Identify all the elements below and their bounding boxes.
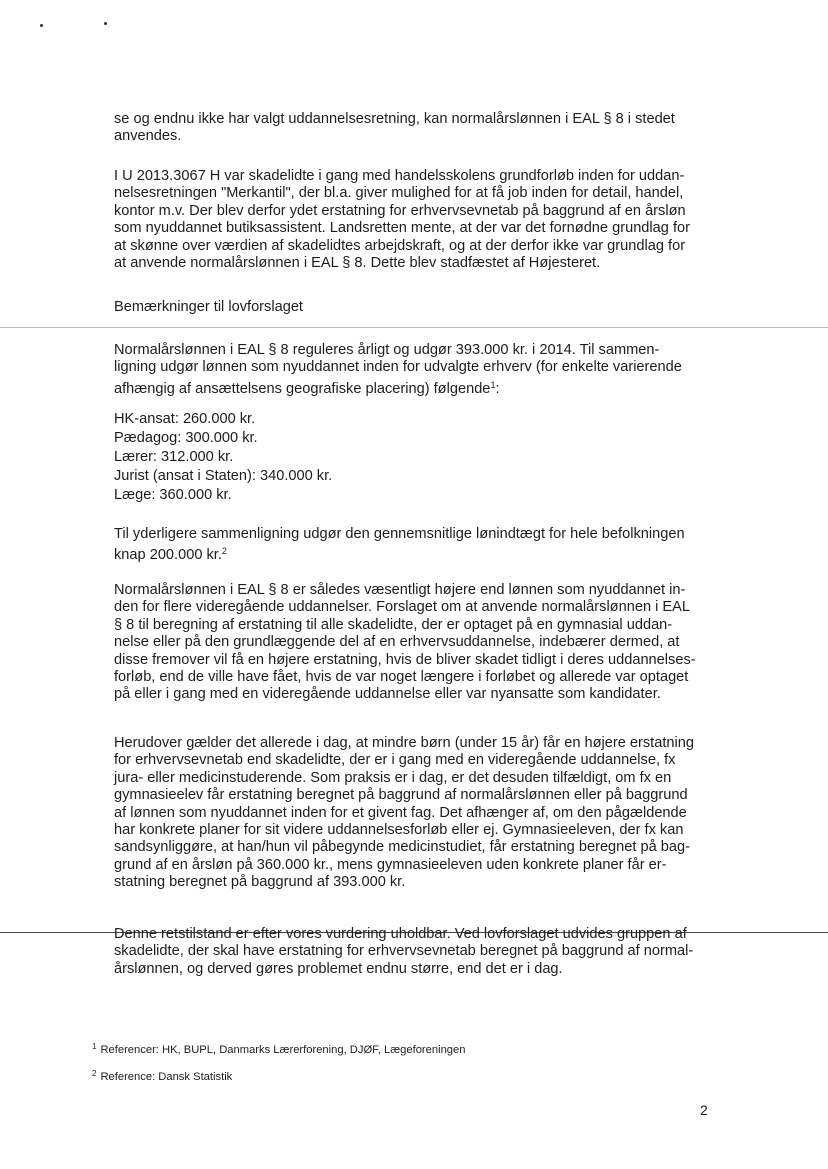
text-line: nelsesretningen "Merkantil", der bl.a. giver mulighed for at få job inden for detail, handel, — [114, 185, 684, 202]
footnote-reference: 2 — [221, 546, 227, 557]
footnotes — [92, 1040, 732, 1094]
list-item: Pædagog: 300.000 kr. — [114, 430, 258, 446]
text-line: gymnasieelev får erstatning beregnet på baggrund af normalårslønnen eller på baggrund — [114, 787, 688, 804]
scan-artifact-dot — [40, 24, 43, 27]
text-line: grund af en årsløn på 360.000 kr., mens gymnasieeleven uden konkrete planer får er- — [114, 856, 667, 873]
paragraph-average — [114, 526, 742, 565]
page-number: 2 — [700, 1102, 708, 1118]
footnote-text: Reference: Dansk Statistik — [100, 1071, 233, 1083]
text-line: knap 200.000 kr.$^2$ — [114, 546, 227, 564]
footnote-number: 1 — [92, 1042, 97, 1051]
text-line: jura- eller medicinstuderende. Som praksis er i dag, er det desuden tilfældigt, om fx en — [114, 769, 672, 786]
text-line: sandsynliggøre, at han/hun vil påbegynde medicinstudiet, får erstatning beregnet på bag- — [114, 839, 691, 856]
text-line: Normalårslønnen i EAL § 8 reguleres årligt og udgør 393.000 kr. i 2014. Til sammen- — [114, 342, 660, 358]
footnote-number: 2 — [92, 1069, 97, 1078]
paragraph-intro — [114, 342, 742, 398]
text-line: anvendes. — [114, 128, 182, 145]
text-line: Normalårslønnen i EAL § 8 er således væsentligt højere end lønnen som nyuddannet in- — [114, 582, 686, 598]
scan-fold-line — [0, 327, 828, 328]
text-line: afhængig af ansættelsens geografiske placering) følgende$^1$: — [114, 379, 500, 397]
list-item: Lærer: 312.000 kr. — [114, 449, 234, 465]
footnote — [92, 1040, 732, 1057]
text-line: at skønne over værdien af skadelidtes arbejdskraft, og at der derfor ikke var grundlag for — [114, 237, 686, 254]
text-line: af lønnen som nyuddannet inden for et givent fag. Det afhænger af, om den pågældende — [114, 804, 687, 821]
text-line: Til yderligere sammenligning udgør den gennemsnitlige lønindtægt for hele befolkningen — [114, 526, 685, 542]
footnote-text: Referencer: HK, BUPL, Danmarks Lærerforening, DJØF, Lægeforeningen — [100, 1044, 466, 1056]
text-line: Denne retstilstand er efter vores vurdering uholdbar. Ved lovforslaget udvides gruppen af — [114, 926, 687, 942]
list-item: HK-ansat: 260.000 kr. — [114, 411, 256, 427]
text-line: kontor m.v. Der blev derfor ydet erstatning for erhvervsevnetab på baggrund af en årsløn — [114, 202, 686, 219]
footnote — [92, 1067, 732, 1084]
text-line: som nyuddannet butiksassistent. Landsretten mente, at der var det fornødne grundlag for — [114, 220, 690, 237]
text-line: I U 2013.3067 H var skadelidte i gang med handelsskolens grundforløb inden for uddan- — [114, 168, 685, 184]
salary-list — [114, 410, 514, 505]
text-line: årslønnen, og derved gøres problemet endnu større, end det er i dag. — [114, 960, 563, 977]
text-line: ligning udgør lønnen som nyuddannet inden for udvalgte erhverv (for enkelte varierende — [114, 359, 682, 376]
list-item: Læge: 360.000 kr. — [114, 487, 232, 503]
text-line: disse fremover vil få en højere erstatning, hvis de bliver skadet tidligt i deres uddannelses- — [114, 651, 696, 668]
text-line: se og endnu ikke har valgt uddannelsesretning, kan normalårslønnen i EAL § 8 i stedet — [114, 111, 675, 127]
text-line: på eller i gang med en videregående uddannelse eller var nyansatte som kandidater. — [114, 686, 661, 703]
text-line: Herudover gælder det allerede i dag, at mindre børn (under 15 år) får en højere erstatning — [114, 735, 695, 751]
text-line: har konkrete planer for sit videre uddannelsesforløb eller ej. Gymnasieeleven, der fx kan — [114, 822, 684, 839]
paragraph-current-state — [114, 735, 742, 892]
paragraph-case — [114, 168, 742, 272]
text-line: for erhvervsevnetab end skadelidte, der er i gang med en videregående uddannelse, fx — [114, 752, 676, 769]
footnote-reference: 1 — [490, 379, 496, 390]
text-line: statning beregnet på baggrund af 393.000 kr. — [114, 874, 406, 891]
text-line: at anvende normalårslønnen i EAL § 8. Dette blev stadfæstet af Højesteret. — [114, 255, 601, 272]
paragraph-continuation — [114, 111, 742, 146]
section-heading: Bemærkninger til lovforslaget — [114, 299, 303, 315]
paragraph-proposal — [114, 582, 742, 704]
text-line: den for flere videregående uddannelser. Forslaget om at anvende normalårslønnen i EAL — [114, 599, 690, 616]
text-line: § 8 til beregning af erstatning til alle skadelidte, der er optaget på en gymnasial uddan- — [114, 616, 673, 633]
text-line: nelse eller på den grundlæggende del af en erhvervsuddannelse, indebærer dermed, at — [114, 634, 680, 651]
text-line: forløb, end de ville have fået, hvis de var noget længere i forløbet og allerede var optaget — [114, 669, 689, 686]
scan-artifact-dot — [104, 22, 107, 25]
text-line: skadelidte, der skal have erstatning for erhvervsevnetab beregnet på baggrund af normal- — [114, 943, 694, 960]
paragraph-conclusion — [114, 926, 742, 978]
list-item: Jurist (ansat i Staten): 340.000 kr. — [114, 468, 333, 484]
